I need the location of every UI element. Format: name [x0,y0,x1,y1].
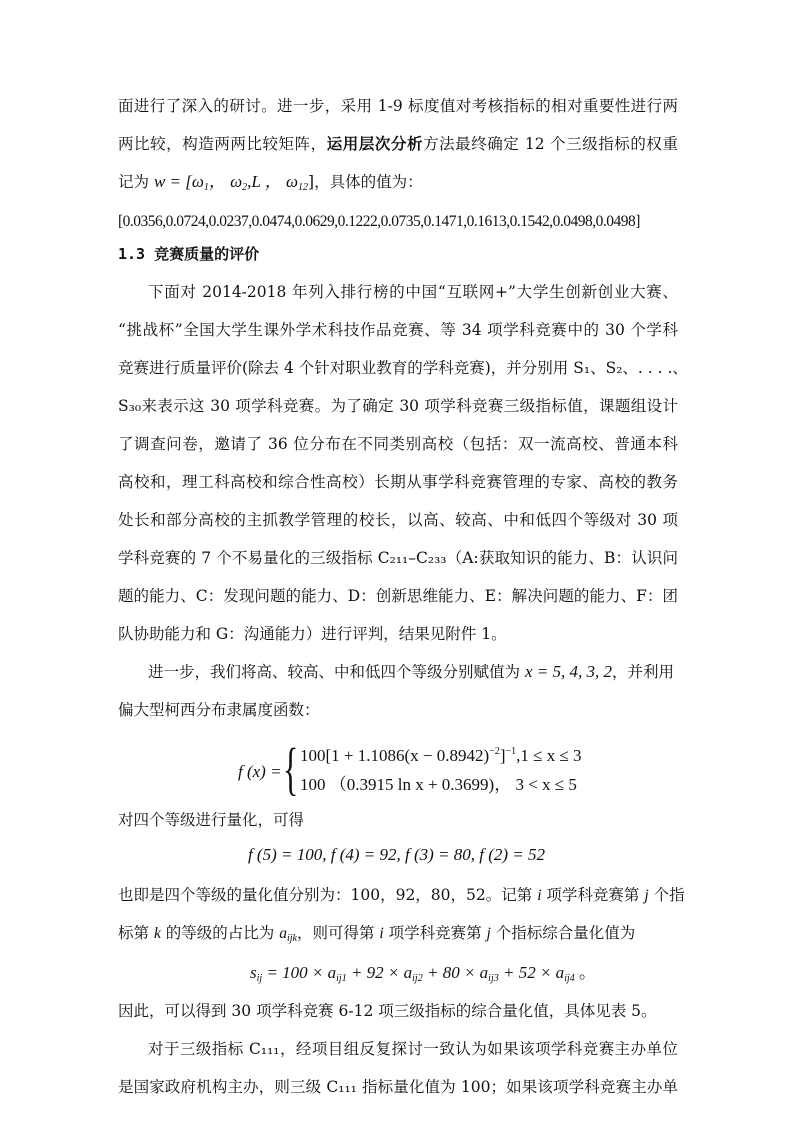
math-sub: 1 [203,182,209,193]
text-line [118,923,635,949]
math-sup: −2 [489,746,500,757]
text-line: 学科竞赛的 7 个不易量化的三级指标 C₂₁₁–C₂₃₃（A:获取知识的能力、B：认识问 [118,549,678,567]
math-part: ,1 ≤ x ≤ 3 [516,746,582,765]
math-sub: ij2 [412,973,423,984]
math-var: k [153,925,161,942]
text-line: 了调查问卷，邀请了 36 位分布在不同类别高校（包括：双一流高校、普通本科 [118,435,678,453]
math-sub: ij4 [564,973,575,984]
math-var: s [250,963,257,982]
text-span: ，并利用 [611,663,674,681]
math-part: w = [ω [153,172,204,191]
text-span: 两比较，构造两两比较矩阵， [118,135,327,153]
text-line: 面进行了深入的研讨。进一步，采用 1-9 标度值对考核指标的相对重要性进行两 [118,97,678,115]
case-line-1 [300,742,582,766]
bold-phrase: 运用层次分析 [326,134,424,153]
text-span: 项学科竞赛第 [383,924,487,942]
text-span: ，则可得第 [296,924,380,942]
text-line [118,134,678,154]
section-heading [118,244,259,264]
text-span: 个指 [648,886,685,904]
text-line: 高校和，理工科高校和综合性高校）长期从事学科竞赛管理的专家、高校的教务 [118,473,678,491]
math-sub: ij3 [488,973,499,984]
text-span: 项学科竞赛第 [541,886,645,904]
text-line: 对四个等级进行量化，可得 [118,811,305,829]
math-var: j [486,925,491,942]
math-inline: x = 5, 4, 3, 2 [524,662,612,681]
text-line: 是国家政府机构主办，则三级 C₁₁₁ 指标量化值为 100；如果该项学科竞赛主办单 [118,1078,678,1096]
weights-vector: [0.0356,0.0724,0.0237,0.0474,0.0629,0.1222,0.0735,0.1471,0.1613,0.1542,0.0498,0.0498] [118,213,640,230]
math-var: i [379,925,384,942]
section-title: 竞赛质量的评价 [154,245,260,263]
math-sub: ijk [286,933,297,944]
math-part: 。 [574,963,596,982]
text-line: 对于三级指标 C₁₁₁，经项目组反复探讨一致认为如果该项学科竞赛主办单位 [148,1040,678,1058]
weight-vector-symbol [154,172,308,191]
text-span: ]，具体的值为： [308,173,423,191]
text-line [118,172,423,198]
math-sub: ij1 [336,973,347,984]
equation-sij [250,963,596,989]
math-var: j [644,887,649,904]
text-line: 偏大型柯西分布隶属度函数： [118,701,320,719]
math-sub: ij [256,973,263,984]
text-line: 因此，可以得到 30 项学科竞赛 6-12 项三级指标的综合量化值，具体见表 5。 [118,1002,657,1020]
text-line: “挑战杯”全国大学生课外学术科技作品竞赛、等 34 项学科竞赛中的 30 个学科 [118,321,678,339]
case-line-2: 100 （0.3915 ln x + 0.3699)， 3 < x ≤ 5 [300,775,577,794]
math-part: + 92 × a [346,963,413,982]
math-part: ,L ， ω [247,172,299,191]
math-part: = 100 × a [262,963,337,982]
text-line: 下面对 2014-2018 年列入排行榜的中国“互联网+”大学生创新创业大赛、 [148,283,678,301]
math-var: a [279,925,287,942]
text-span: 个指标综合量化值为 [490,924,636,942]
math-sub: 12 [298,182,309,193]
math-sub: 2 [242,182,248,193]
text-span: 标第 [118,924,154,942]
math-part: + 52 × a [498,963,565,982]
text-span: 也即是四个等级的量化值分别为：100，92，80，52。记第 [118,886,538,904]
math-part: ， ω [208,172,243,191]
function-lhs: f (x) = [238,762,282,781]
section-number: 1.3 [118,245,146,263]
text-line: 竞赛进行质量评价(除去 4 个针对职业教育的学科竞赛)，并分别用 S₁、S₂、. . . .、 [118,359,688,377]
text-span: 的等级的占比为 [160,924,280,942]
text-span: 记为 [118,173,154,191]
math-part: + 80 × a [422,963,489,982]
math-var: i [537,887,542,904]
text-span: 方法最终确定 12 个三级指标的权重 [423,135,678,153]
text-line: 题的能力、C：发现问题的能力、D：创新思维能力、E：解决问题的能力、F：团 [118,587,678,605]
math-sup: −1 [505,746,517,757]
math-part: ] [499,746,506,765]
text-line [118,885,685,906]
text-span: 进一步，我们将高、较高、中和低四个等级分别赋值为 [148,663,525,681]
equation-values: f (5) = 100, f (4) = 92, f (3) = 80, f (2) = 52 [247,845,546,864]
text-line: S₃₀来表示这 30 项学科竞赛。为了确定 30 项学科竞赛三级指标值，课题组设计 [118,397,678,415]
left-brace-glyph: { [283,736,299,801]
math-part: 100[1 + 1.1086(x − 0.8942) [300,746,490,765]
text-line: 队协助能力和 G：沟通能力）进行评判，结果见附件 1。 [118,625,507,643]
text-line [148,662,674,682]
text-line: 处长和部分高校的主抓教学管理的校长，以高、较高、中和低四个等级对 30 项 [118,511,678,529]
